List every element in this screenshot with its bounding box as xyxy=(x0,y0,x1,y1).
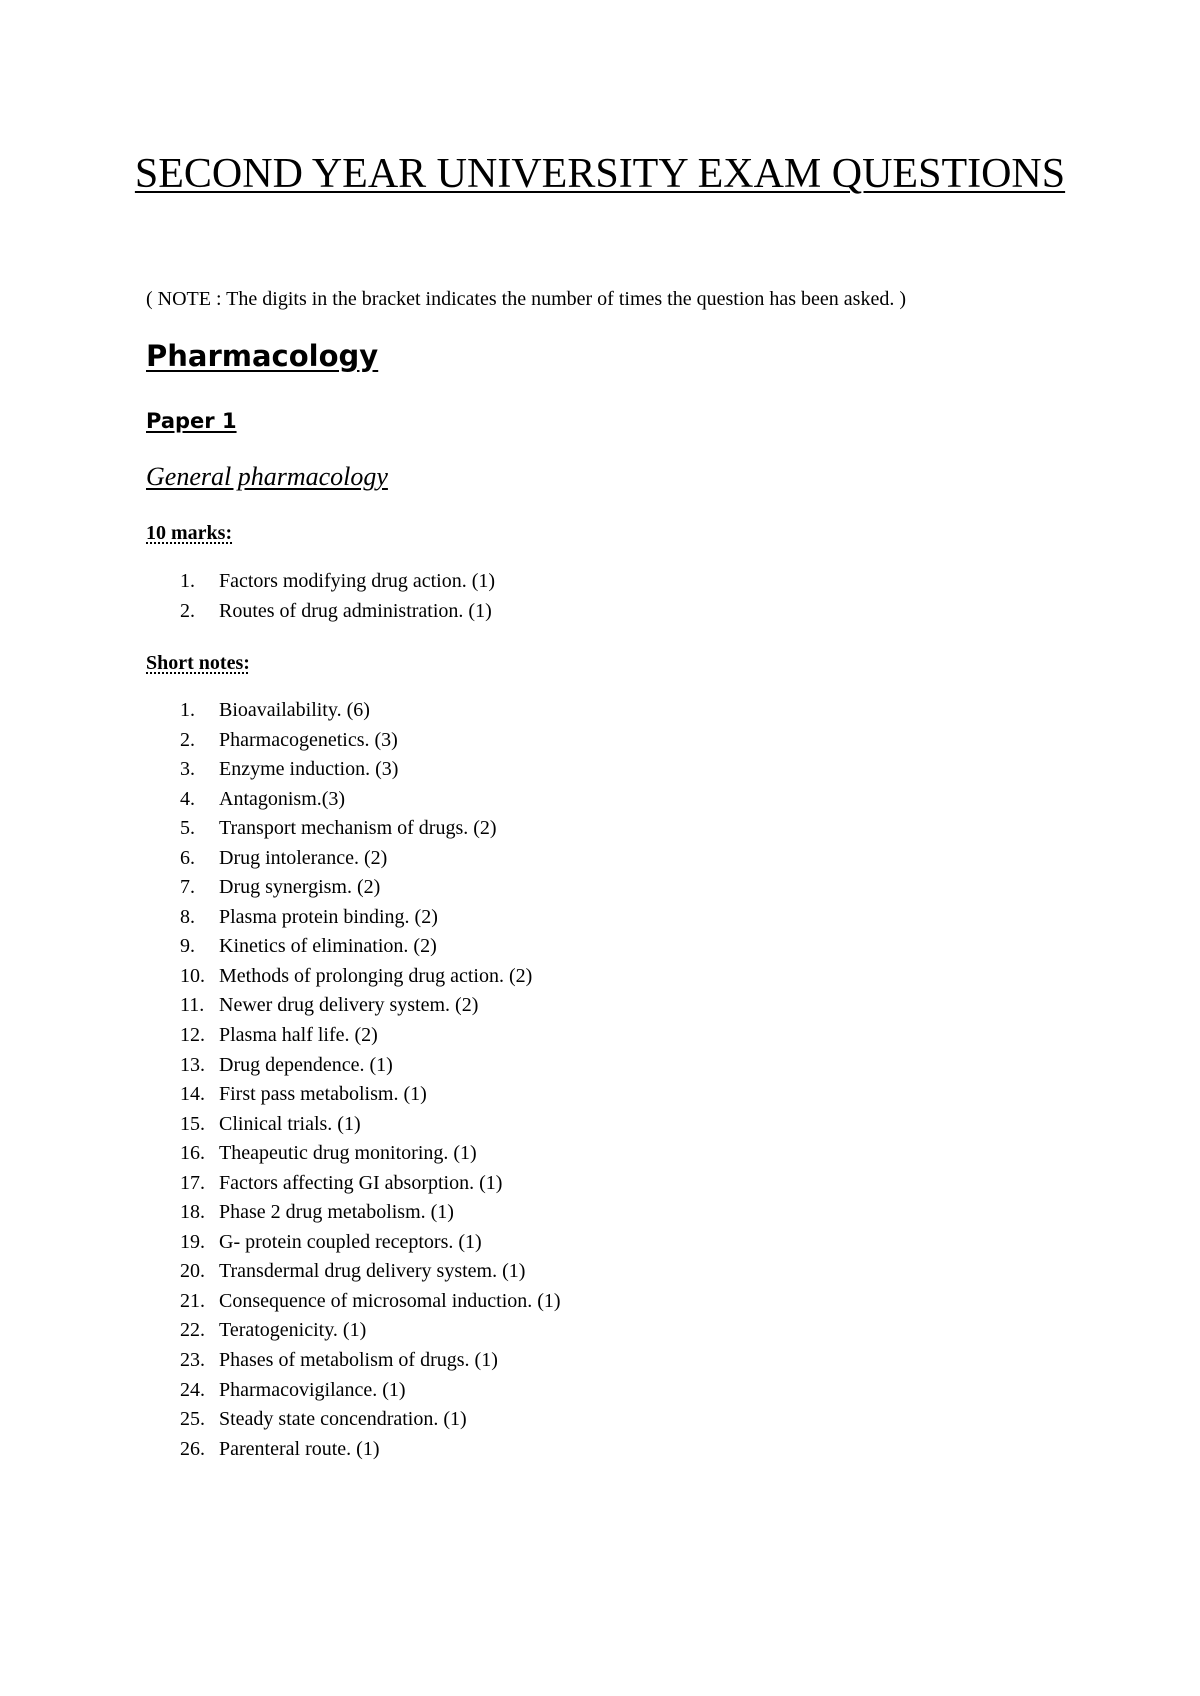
list-item-text: Theapeutic drug monitoring. (1) xyxy=(219,1142,477,1165)
list-item-text: Transport mechanism of drugs. (2) xyxy=(219,817,497,840)
list-item-text: Clinical trials. (1) xyxy=(219,1112,361,1135)
list-item-text: Bioavailability. (6) xyxy=(219,699,370,721)
list-item-number: 21. xyxy=(180,1289,205,1312)
list-item-number: 16. xyxy=(180,1142,205,1165)
list-item-text: First pass metabolism. (1) xyxy=(219,1083,427,1106)
list-item-number: 18. xyxy=(180,1201,205,1224)
list-item-number: 7. xyxy=(180,876,195,899)
list-item-number: 1. xyxy=(180,570,195,592)
list-item-text: Pharmacovigilance. (1) xyxy=(219,1378,406,1401)
list-item-number: 9. xyxy=(180,935,195,958)
list-item-text: Steady state concendration. (1) xyxy=(219,1408,467,1431)
list-item-number: 13. xyxy=(180,1053,205,1076)
list-item-number: 11. xyxy=(180,994,205,1017)
list-item-number: 4. xyxy=(180,787,195,810)
list-item-number: 20. xyxy=(180,1260,205,1283)
list-item-number: 25. xyxy=(180,1408,205,1431)
list-item-number: 15. xyxy=(180,1112,205,1135)
list-item-text: Routes of drug administration. (1) xyxy=(219,599,492,622)
list-item-number: 22. xyxy=(180,1319,205,1342)
list-item-text: Drug synergism. (2) xyxy=(219,876,381,899)
list-item-number: 2. xyxy=(180,728,195,751)
note-text: ( NOTE : The digits in the bracket indicates the number of times the question has been asked. ) xyxy=(146,288,906,310)
list-item-text: Factors affecting GI absorption. (1) xyxy=(219,1171,503,1194)
list-item-text: Pharmacogenetics. (3) xyxy=(219,728,398,751)
section-heading: General pharmacology xyxy=(146,462,388,491)
list-item-text: Drug dependence. (1) xyxy=(219,1053,393,1076)
list-item-number: 6. xyxy=(180,846,195,869)
short-notes-heading: Short notes: xyxy=(146,652,250,674)
list-item-number: 3. xyxy=(180,758,195,781)
list-item-text: Enzyme induction. (3) xyxy=(219,758,399,781)
list-item-text: Transdermal drug delivery system. (1) xyxy=(219,1260,526,1283)
list-item-text: Antagonism.(3) xyxy=(219,787,346,810)
list-item-text: Consequence of microsomal induction. (1) xyxy=(219,1289,561,1312)
paper-heading: Paper 1 xyxy=(146,409,237,433)
list-item-number: 2. xyxy=(180,599,195,622)
list-item-number: 26. xyxy=(180,1437,205,1460)
list-item-number: 19. xyxy=(180,1230,205,1253)
list-item-text: Teratogenicity. (1) xyxy=(219,1319,367,1342)
list-item-text: Phase 2 drug metabolism. (1) xyxy=(219,1201,454,1224)
list-item-number: 5. xyxy=(180,817,195,840)
list-item-text: Parenteral route. (1) xyxy=(219,1437,380,1460)
list-item-text: G- protein coupled receptors. (1) xyxy=(219,1230,482,1253)
list-item-text: Plasma protein binding. (2) xyxy=(219,905,438,928)
list-item-text: Methods of prolonging drug action. (2) xyxy=(219,964,533,987)
list-item-number: 1. xyxy=(180,699,195,721)
list-item-number: 8. xyxy=(180,905,195,928)
list-item-text: Plasma half life. (2) xyxy=(219,1024,378,1047)
list-item-number: 14. xyxy=(180,1083,205,1106)
list-item-number: 23. xyxy=(180,1349,205,1372)
list-item-text: Factors modifying drug action. (1) xyxy=(219,570,496,592)
list-item-number: 24. xyxy=(180,1378,205,1401)
ten-marks-heading: 10 marks: xyxy=(146,522,233,544)
list-item-text: Drug intolerance. (2) xyxy=(219,846,388,869)
list-item-number: 12. xyxy=(180,1024,205,1047)
document-title: SECOND YEAR UNIVERSITY EXAM QUESTIONS xyxy=(134,151,1066,197)
subject-heading: Pharmacology xyxy=(146,339,379,373)
list-item-text: Phases of metabolism of drugs. (1) xyxy=(219,1349,498,1372)
list-item-text: Newer drug delivery system. (2) xyxy=(219,994,479,1017)
list-item-text: Kinetics of elimination. (2) xyxy=(219,935,437,958)
list-item-number: 10. xyxy=(180,964,205,987)
list-item-number: 17. xyxy=(180,1171,205,1194)
